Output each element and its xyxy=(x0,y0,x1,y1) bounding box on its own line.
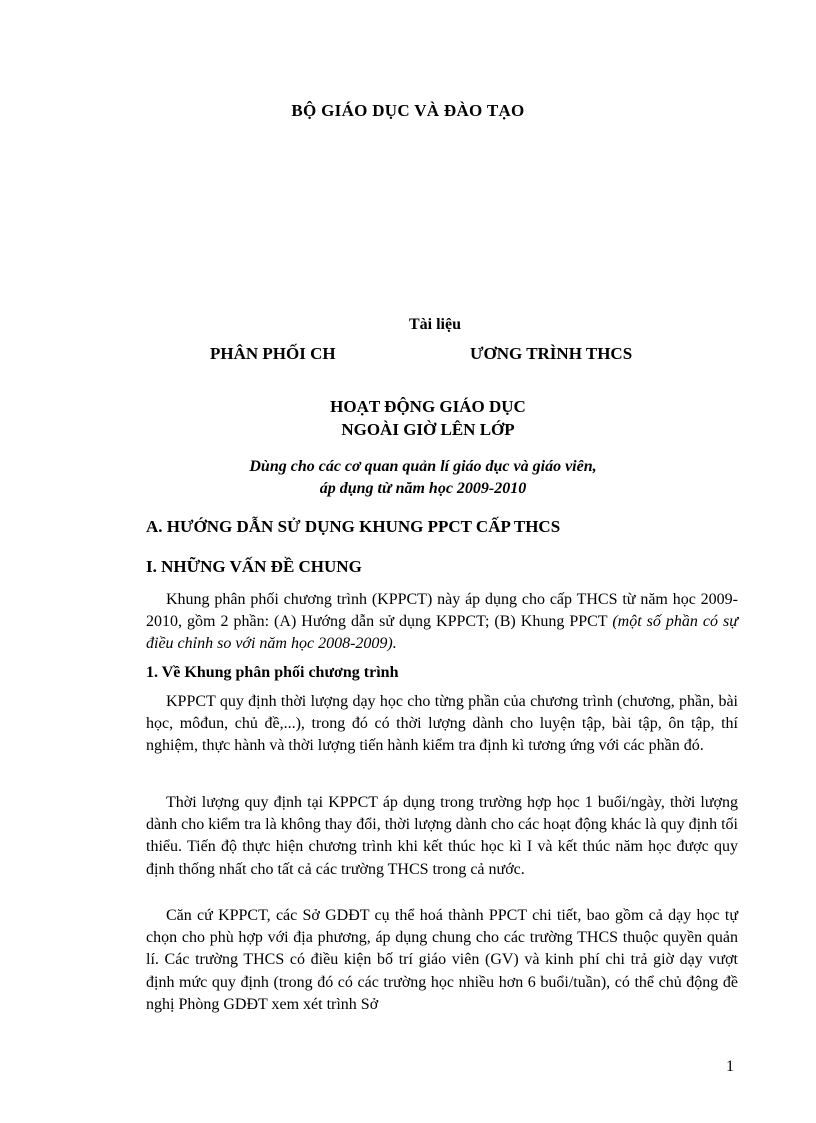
activity-title-line2: NGOÀI GIỜ LÊN LỚP xyxy=(341,420,515,439)
activity-title-line1: HOẠT ĐỘNG GIÁO DỤC xyxy=(330,397,526,416)
ministry-heading: BỘ GIÁO DỤC VÀ ĐÀO TẠO xyxy=(291,101,525,120)
paragraph-1-text: Khung phân phối chương trình (KPPCT) này áp dụng cho cấp THCS từ năm học 2009-2010, gồm 2 phần: (A) Hướng dẫn sử dụng KPPCT; (B) Khung PPCT xyxy=(146,591,738,631)
paragraph-2: KPPCT quy định thời lượng dạy học cho từng phần của chương trình (chương, phần, bài học, môđun, chủ đề,...), trong đó có thời lượng dành cho luyện tập, bài tập, ôn tập, thí nghiệm, thực hành và thời lượng tiến hành kiểm tra định kì tương ứng với các phần đó. xyxy=(146,693,738,755)
document-label: Tài liệu xyxy=(408,316,461,333)
paragraph-1-italic: (một số phần có sự điều chỉnh so với năm học 2008-2009). xyxy=(146,613,739,653)
usage-note-line2: áp dụng từ năm học 2009-2010 xyxy=(319,480,527,497)
usage-note-line1: Dùng cho các cơ quan quản lí giáo dục và giáo viên, xyxy=(249,458,597,475)
subsection-1-heading: 1. Về Khung phân phối chương trình xyxy=(146,664,399,681)
program-title-part2: ƯƠNG TRÌNH THCS xyxy=(470,344,633,363)
paragraph-1 xyxy=(146,589,738,656)
paragraph-4: Căn cứ KPPCT, các Sở GDĐT cụ thể hoá thành PPCT chi tiết, bao gồm cả dạy học tự chọn cho phù hợp với địa phương, áp dụng chung cho các trường THCS thuộc quyền quản lí. Các trường THCS có điều kiện bố trí giáo viên (GV) và kinh phí chi trả giờ dạy vượt định mức quy định (trong đó có các trường học nhiều hơn 6 buổi/tuần), có thể chủ động đề nghị Phòng GDĐT xem xét trình Sở xyxy=(146,907,738,1013)
program-title-part1: PHÂN PHỐI CH xyxy=(210,344,336,363)
section-a-heading: A. HƯỚNG DẪN SỬ DỤNG KHUNG PPCT CẤP THCS xyxy=(146,517,561,536)
section-i-heading: I. NHỮNG VẤN ĐỀ CHUNG xyxy=(146,557,362,576)
paragraph-3: Thời lượng quy định tại KPPCT áp dụng trong trường hợp học 1 buổi/ngày, thời lượng dành cho kiểm tra là không thay đổi, thời lượng dành cho các hoạt động khác là quy định tối thiểu. Tiến độ thực hiện chương trình khi kết thúc học kì I và kết thúc năm học được quy định thống nhất cho tất cả các trường THCS trong cả nước. xyxy=(146,794,738,878)
page-number: 1 xyxy=(726,1058,734,1075)
